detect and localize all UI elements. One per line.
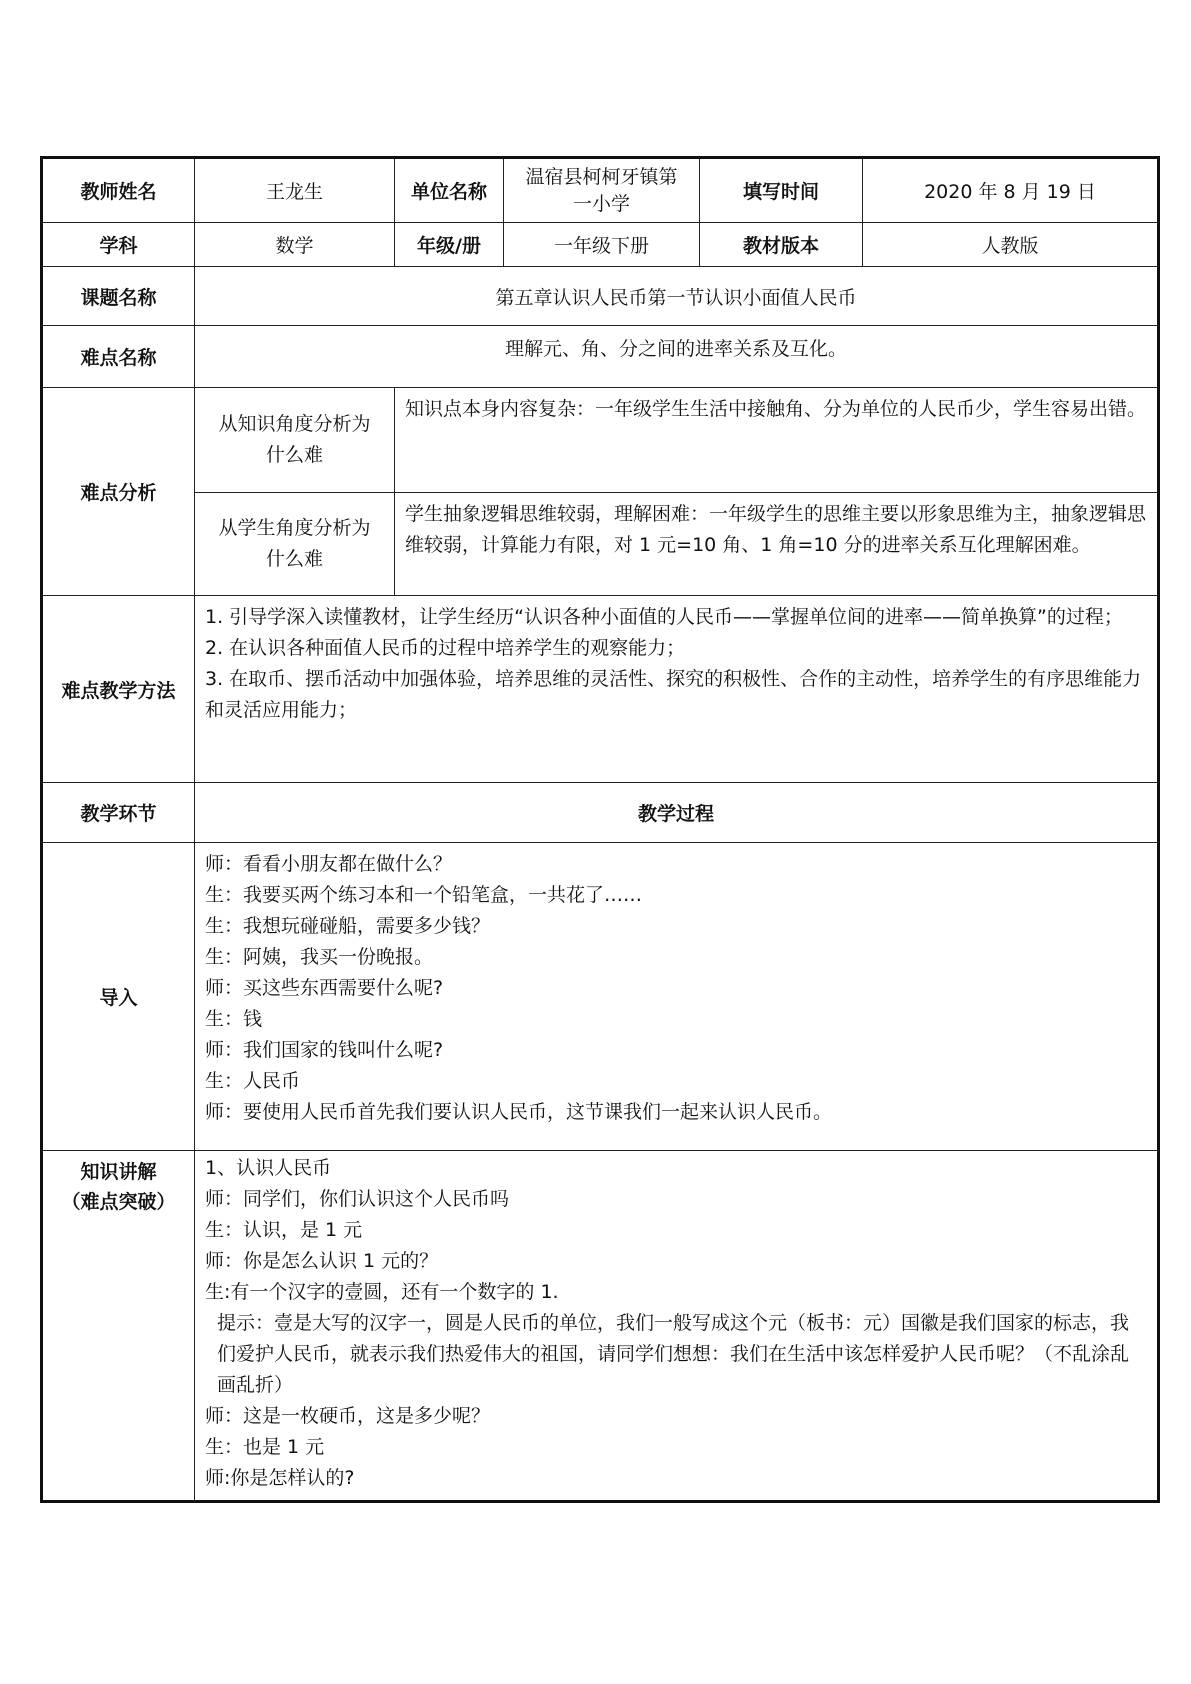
teacher-value: 王龙生 [195, 158, 395, 223]
unit-value [504, 158, 700, 223]
lesson-plan-form [40, 156, 1157, 1503]
dialogue-line: 生：认识，是 1 元 [205, 1219, 363, 1241]
row-intro [42, 843, 1159, 1151]
row-topic [42, 267, 1159, 326]
edition-value: 人教版 [863, 223, 1159, 267]
row-analysis-student [42, 493, 1159, 596]
dialogue-line: 生：我想玩碰碰船，需要多少钱？ [205, 915, 491, 937]
lesson-plan-table [40, 156, 1160, 1503]
dialogue-line: 师：看看小朋友都在做什么？ [205, 853, 453, 875]
process-title: 教学过程 [195, 783, 1159, 843]
student-angle-line-2: 什么难 [265, 548, 323, 570]
row-methods [42, 596, 1159, 783]
unit-line-1: 温宿县柯柯牙镇第 [525, 165, 678, 188]
date-label: 填写时间 [700, 158, 863, 223]
row-process-header [42, 783, 1159, 843]
student-angle-text: 学生抽象逻辑思维较弱，理解困难：一年级学生的思维主要以形象思维为主，抽象逻辑思维较弱，计算能力有限，对 1 元=10 角、1 角=10 分的进率关系互化理解困难。 [395, 493, 1159, 596]
student-angle-label [195, 493, 395, 596]
row-subject [42, 223, 1159, 267]
row-difficulty [42, 326, 1159, 388]
subject-value: 数学 [195, 223, 395, 267]
teacher-label: 教师姓名 [42, 158, 195, 223]
dialogue-line: 师：这是一枚硬币，这是多少呢？ [205, 1405, 491, 1427]
grade-label: 年级/册 [395, 223, 504, 267]
knowledge-label-line-1: 知识讲解 [80, 1161, 157, 1183]
methods-content [195, 596, 1159, 783]
topic-label: 课题名称 [42, 267, 195, 326]
dialogue-line: 生：阿姨，我买一份晚报。 [205, 946, 434, 968]
dialogue-line: 生：我要买两个练习本和一个铅笔盒，一共花了…… [205, 884, 643, 906]
dialogue-line: 生:有一个汉字的壹圆，还有一个数字的 1. [205, 1281, 559, 1303]
dialogue-line: 师：买这些东西需要什么呢? [205, 977, 444, 999]
method-item: 2. 在认识各种面值人民币的过程中培养学生的观察能力； [205, 637, 686, 659]
dialogue-line: 师:你是怎样认的? [205, 1467, 355, 1489]
knowledge-angle-line-2: 什么难 [265, 444, 323, 466]
grade-value: 一年级下册 [504, 223, 700, 267]
edition-label: 教材版本 [700, 223, 863, 267]
knowledge-angle-label [195, 388, 395, 493]
method-item: 1. 引导学深入读懂教材，让学生经历“认识各种小面值的人民币——掌握单位间的进率——简单换算”的过程； [205, 606, 1123, 628]
difficulty-label: 难点名称 [42, 326, 195, 388]
unit-line-2: 一小学 [572, 192, 630, 215]
difficulty-value: 理解元、角、分之间的进率关系及互化。 [195, 326, 1159, 388]
process-stage-label: 教学环节 [42, 783, 195, 843]
date-value: 2020 年 8 月 19 日 [863, 158, 1159, 223]
row-analysis-knowledge [42, 388, 1159, 493]
dialogue-line: 师：你是怎么认识 1 元的？ [205, 1250, 439, 1272]
dialogue-line: 生：钱 [205, 1008, 263, 1030]
dialogue-line: 师：我们国家的钱叫什么呢? [205, 1039, 444, 1061]
method-item: 3. 在取币、摆币活动中加强体验，培养思维的灵活性、探究的积极性、合作的主动性，培养学生的有序思维能力和灵活应用能力； [205, 668, 1142, 721]
student-angle-line-1: 从学生角度分析为 [218, 517, 371, 539]
unit-label: 单位名称 [395, 158, 504, 223]
knowledge-label-line-2: （难点突破） [61, 1191, 176, 1213]
knowledge-label [42, 1151, 195, 1502]
knowledge-content [195, 1151, 1159, 1502]
row-teacher [42, 158, 1159, 223]
row-knowledge [42, 1151, 1159, 1502]
dialogue-line: 生：人民币 [205, 1070, 301, 1092]
methods-label: 难点教学方法 [42, 596, 195, 783]
hint-paragraph: 提示：壹是大写的汉字一，圆是人民币的单位，我们一般写成这个元（板书：元）国徽是我们国家的标志，我们爱护人民币，就表示我们热爱伟大的祖国，请同学们想想：我们在生活中该怎样爱护人民币呢？（不乱涂乱画乱折） [217, 1312, 1130, 1396]
intro-content [195, 843, 1159, 1151]
knowledge-angle-line-1: 从知识角度分析为 [218, 413, 371, 435]
knowledge-angle-text: 知识点本身内容复杂：一年级学生生活中接触角、分为单位的人民币少，学生容易出错。 [395, 388, 1159, 493]
dialogue-line: 1、认识人民币 [205, 1157, 332, 1179]
dialogue-line: 生：也是 1 元 [205, 1436, 325, 1458]
dialogue-line: 师：要使用人民币首先我们要认识人民币，这节课我们一起来认识人民币。 [205, 1101, 833, 1123]
dialogue-line: 师：同学们，你们认识这个人民币吗 [205, 1188, 510, 1210]
subject-label: 学科 [42, 223, 195, 267]
analysis-label: 难点分析 [42, 388, 195, 596]
intro-label: 导入 [42, 843, 195, 1151]
topic-value: 第五章认识人民币第一节认识小面值人民币 [195, 267, 1159, 326]
